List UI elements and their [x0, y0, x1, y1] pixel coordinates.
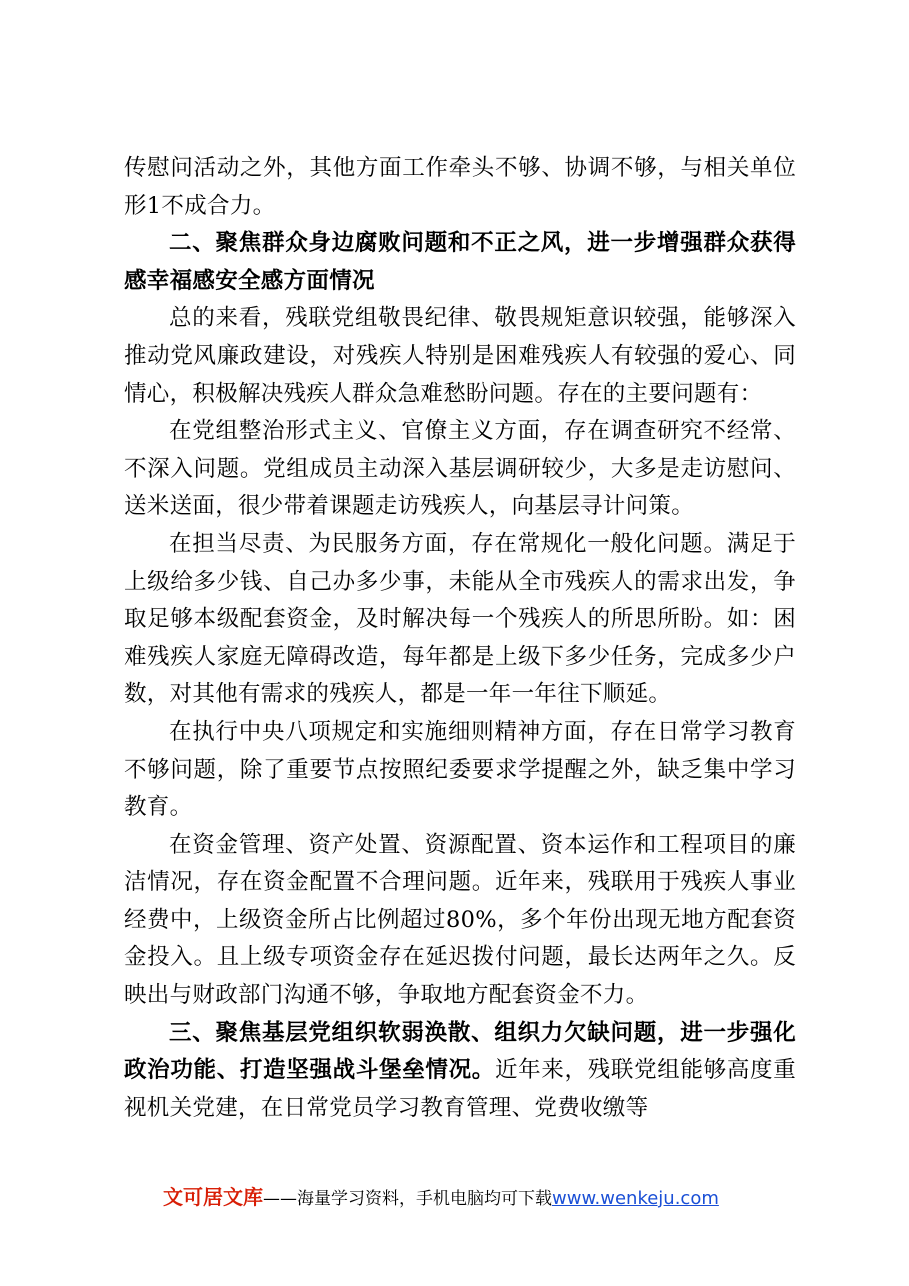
- paragraph-continuation: 传慰问活动之外，其他方面工作牵头不够、协调不够，与相关单位形1不成合力。: [124, 155, 796, 219]
- section-heading-3: 三、聚焦基层党组织软弱涣散、组织力欠缺问题，进一步强化政治功能、打造坚强战斗堡垒情况。: [124, 1019, 796, 1084]
- paragraph-formalism: 在党组整治形式主义、官僚主义方面，存在调查研究不经常、不深入问题。党组成员主动深入基层调研较少，大多是走访慰问、送米送面，很少带着课题走访残疾人，向基层寻计问策。: [124, 418, 796, 520]
- footer-tagline: ——海量学习资料，手机电脑均可下载: [263, 1189, 552, 1209]
- section-3-text: 近年来，残联党组能够高度重视机关党建，在日常党员学习教育管理、党费收缴等: [124, 1057, 796, 1121]
- paragraph-section-3: [124, 1015, 796, 1128]
- paragraph-service: 在担当尽责、为民服务方面，存在常规化一般化问题。满足于上级给多少钱、自己办多少事，未能从全市残疾人的需求出发，争取足够本级配套资金，及时解决每一个残疾人的所思所盼。如：困难残疾人家庭无障碍改造，每年都是上级下多少任务，完成多少户数，对其他有需求的残疾人，都是一年一年往下顺延。: [124, 530, 796, 708]
- paragraph-overview: 总的来看，残联党组敬畏纪律、敬畏规矩意识较强，能够深入推动党风廉政建设，对残疾人特别是困难残疾人有较强的爱心、同情心，积极解决残疾人群众急难愁盼问题。存在的主要问题有：: [124, 305, 796, 407]
- footer-brand: 文可居文库: [163, 1185, 263, 1209]
- paragraph-funds: 在资金管理、资产处置、资源配置、资本运作和工程项目的廉洁情况，存在资金配置不合理问题。近年来，残联用于残疾人事业经费中，上级资金所占比例超过80%，多个年份出现无地方配套资金投入。且上级专项资金存在延迟拨付问题，最长达两年之久。反映出与财政部门沟通不够，争取地方配套资金不力。: [124, 831, 796, 1009]
- paragraph-eight-rules: 在执行中央八项规定和实施细则精神方面，存在日常学习教育不够问题，除了重要节点按照纪委要求学提醒之外，缺乏集中学习教育。: [124, 718, 796, 821]
- footer-banner: [163, 1181, 803, 1213]
- footer-url-link[interactable]: www.wenkeju.com: [552, 1188, 719, 1209]
- document-body: [124, 150, 796, 1127]
- section-heading-2: 二、聚焦群众身边腐败问题和不正之风，进一步增强群众获得感幸福感安全感方面情况: [124, 230, 796, 294]
